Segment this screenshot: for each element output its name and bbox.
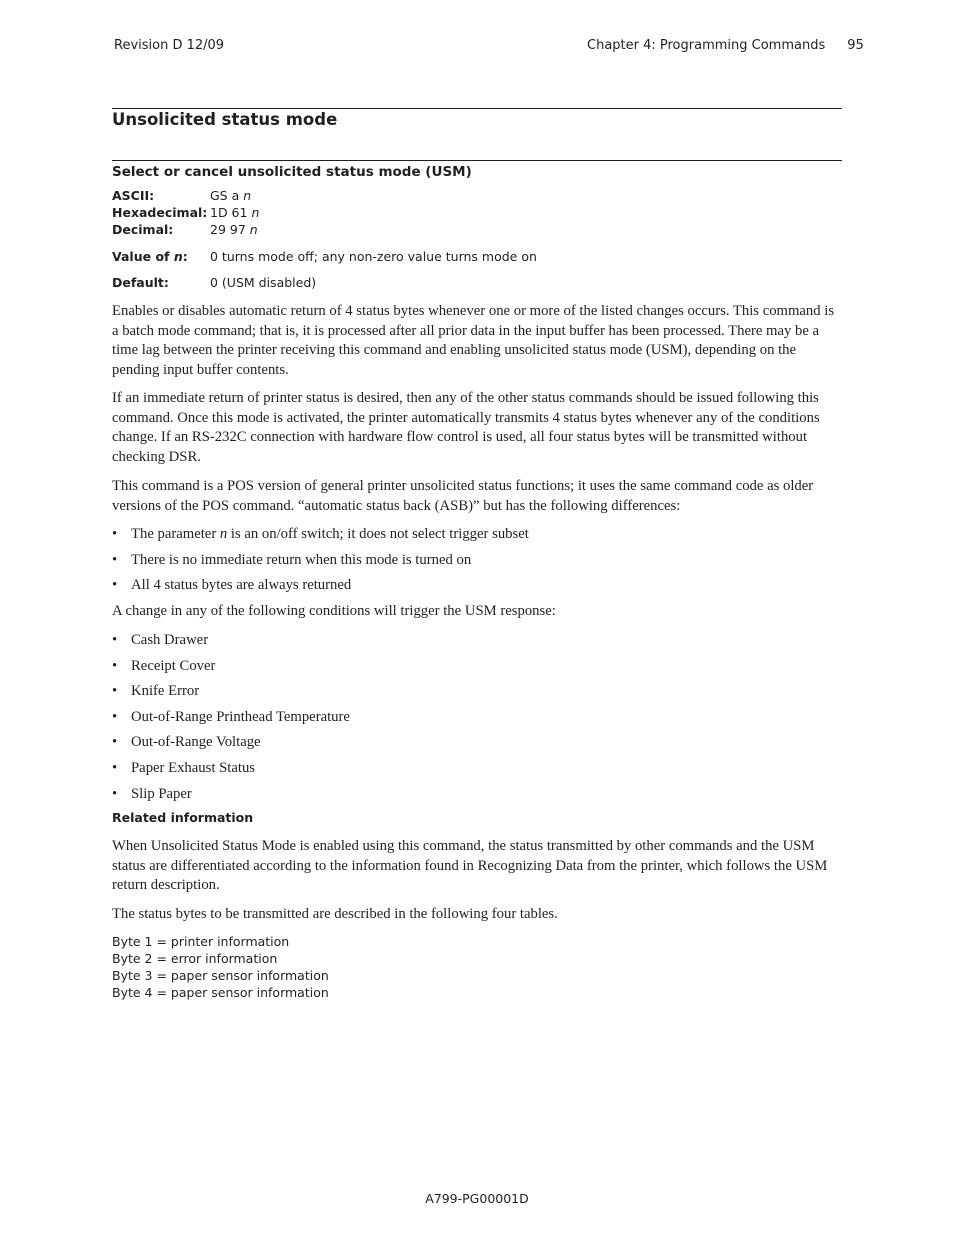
default-row xyxy=(112,274,316,291)
decimal-value: 29 97 n xyxy=(210,222,258,237)
list-item: • All 4 status bytes are always returned xyxy=(112,577,352,594)
list-item: • Slip Paper xyxy=(112,785,192,802)
hex-label: Hexadecimal: xyxy=(112,205,208,220)
command-rule xyxy=(112,160,842,161)
ascii-row xyxy=(112,187,259,204)
hex-row xyxy=(112,204,259,221)
paragraph-status-bytes-intro: The status bytes to be transmitted are described in the following four tables. xyxy=(112,906,558,922)
command-title: Select or cancel unsolicited status mode (USM) xyxy=(112,164,472,180)
hex-value: 1D 61 n xyxy=(210,205,260,220)
list-item: • Out-of-Range Printhead Temperature xyxy=(112,708,350,725)
list-item: • Cash Drawer xyxy=(112,632,209,648)
list-item: • The parameter n is an on/off switch; it does not select trigger subset xyxy=(112,526,529,542)
conditions-list xyxy=(112,630,350,809)
paragraph-immediate-return: If an immediate return of printer status is desired, then any of the other status commands should be issued following this command. Once this mode is activated, the printer automatically transmits 4 status bytes whenever any of the conditions change. If an RS-232C connection with hardware flow control is used, all four status bytes will be transmitted without checking DSR. xyxy=(112,390,820,465)
byte-line: Byte 1 = printer information xyxy=(112,934,290,949)
section-rule xyxy=(112,108,842,109)
value-text: 0 turns mode off; any non-zero value turns mode on xyxy=(210,249,537,264)
paragraph-description: Enables or disables automatic return of 4 status bytes whenever one or more of the listed changes occurs. This command is a batch mode command; that is, it is processed after all prior data in the input buffer has been processed. There may be a time lag between the printer receiving this command and enabling unsolicited status mode (USM), depending on the pending input buffer contents. xyxy=(112,303,835,378)
byte-line: Byte 2 = error information xyxy=(112,951,278,966)
page-number: 95 xyxy=(847,38,864,53)
status-bytes-list xyxy=(112,933,329,1001)
paragraph-pos-version: This command is a POS version of general printer unsolicited status functions; it uses the same command code as older versions of the POS command. “automatic status back (ASB)” but has the following differences: xyxy=(112,478,814,514)
paragraph-trigger-intro: A change in any of the following conditions will trigger the USM response: xyxy=(112,603,556,619)
chapter-title: Chapter 4: Programming Commands xyxy=(587,38,826,53)
list-item: • There is no immediate return when this mode is turned on xyxy=(112,551,472,568)
related-information-heading: Related information xyxy=(112,810,254,825)
document-footer: A799-PG00001D xyxy=(425,1191,529,1206)
ascii-label: ASCII: xyxy=(112,188,155,203)
running-header-chapter xyxy=(587,38,864,53)
differences-list xyxy=(112,524,529,601)
decimal-label: Decimal: xyxy=(112,222,174,237)
value-row xyxy=(112,248,537,265)
value-label: Value of n: xyxy=(112,249,188,264)
running-header-revision: Revision D 12/09 xyxy=(114,38,225,53)
byte-line: Byte 3 = paper sensor information xyxy=(112,968,329,983)
ascii-value: GS a n xyxy=(210,188,252,203)
decimal-row xyxy=(112,221,259,238)
list-item: • Knife Error xyxy=(112,683,200,700)
command-codes xyxy=(112,187,259,238)
default-label: Default: xyxy=(112,275,169,290)
default-value xyxy=(112,274,316,291)
value-of-n xyxy=(112,248,537,265)
list-item: • Out-of-Range Voltage xyxy=(112,734,261,751)
paragraph-related-info: When Unsolicited Status Mode is enabled using this command, the status transmitted by other commands and the USM status are differentiated according to the information found in Recognizing Data from the printer, which follows the USM return description. xyxy=(112,838,828,893)
section-title: Unsolicited status mode xyxy=(112,110,338,129)
list-item: • Receipt Cover xyxy=(112,657,216,674)
list-item: • Paper Exhaust Status xyxy=(112,759,256,776)
default-text: 0 (USM disabled) xyxy=(210,275,317,290)
byte-line: Byte 4 = paper sensor information xyxy=(112,985,329,1000)
